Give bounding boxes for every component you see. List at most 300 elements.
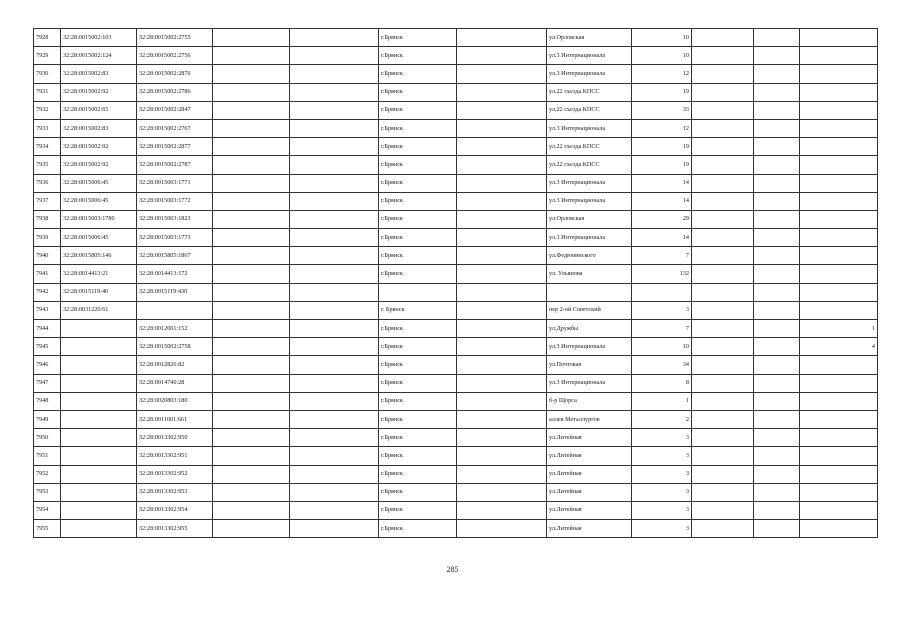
table-cell bbox=[290, 483, 379, 501]
city-cell: г.Брянск bbox=[379, 119, 457, 137]
cadastral-number-1: 32:28:0015002:92 bbox=[61, 156, 137, 174]
city-cell: г.Брянск bbox=[379, 520, 457, 538]
table-cell bbox=[290, 465, 379, 483]
table-cell bbox=[213, 47, 290, 65]
street-cell: ул.Орловская bbox=[547, 29, 632, 47]
table-cell bbox=[290, 429, 379, 447]
table-row bbox=[34, 65, 878, 83]
table-cell bbox=[213, 247, 290, 265]
cadastral-number-2: 32:28:0015002:2755 bbox=[137, 29, 213, 47]
extra-cell bbox=[800, 356, 878, 374]
row-number: 7933 bbox=[34, 119, 61, 137]
table-row bbox=[34, 356, 878, 374]
street-cell: ул. Ульянова bbox=[547, 265, 632, 283]
table-row bbox=[34, 265, 878, 283]
table-cell bbox=[754, 47, 800, 65]
cadastral-number-1 bbox=[61, 338, 137, 356]
table-cell bbox=[290, 410, 379, 428]
city-cell: г.Брянск bbox=[379, 356, 457, 374]
table-cell bbox=[213, 320, 290, 338]
house-number-cell: 19 bbox=[632, 83, 692, 101]
table-cell bbox=[692, 283, 754, 301]
city-cell: г.Брянск bbox=[379, 374, 457, 392]
page-number: 285 bbox=[446, 565, 459, 574]
table-cell bbox=[290, 210, 379, 228]
table-cell bbox=[457, 192, 547, 210]
street-cell bbox=[547, 283, 632, 301]
table-cell bbox=[457, 429, 547, 447]
table-cell bbox=[754, 156, 800, 174]
row-number: 7942 bbox=[34, 283, 61, 301]
table-cell bbox=[754, 101, 800, 119]
cadastral-number-2: 32:28:0015002:2787 bbox=[137, 156, 213, 174]
row-number: 7948 bbox=[34, 392, 61, 410]
house-number-cell: 33 bbox=[632, 101, 692, 119]
city-cell: г.Брянск bbox=[379, 483, 457, 501]
table-cell bbox=[213, 520, 290, 538]
house-number-cell: 10 bbox=[632, 29, 692, 47]
table-cell bbox=[754, 229, 800, 247]
extra-cell bbox=[800, 210, 878, 228]
row-number: 7929 bbox=[34, 47, 61, 65]
table-cell bbox=[290, 374, 379, 392]
street-cell: аллея Металлургов bbox=[547, 410, 632, 428]
table-cell bbox=[754, 65, 800, 83]
table-cell bbox=[213, 83, 290, 101]
table-row bbox=[34, 247, 878, 265]
table-row bbox=[34, 174, 878, 192]
table-cell bbox=[457, 301, 547, 319]
row-number: 7949 bbox=[34, 410, 61, 428]
table-cell bbox=[213, 429, 290, 447]
table-cell bbox=[754, 483, 800, 501]
table-cell bbox=[692, 192, 754, 210]
house-number-cell: 14 bbox=[632, 229, 692, 247]
table-cell bbox=[692, 138, 754, 156]
cadastral-number-1: 32:28:0015006:45 bbox=[61, 192, 137, 210]
table-row bbox=[34, 138, 878, 156]
row-number: 7936 bbox=[34, 174, 61, 192]
table-cell bbox=[290, 192, 379, 210]
street-cell: ул.3 Интернационала bbox=[547, 374, 632, 392]
table-cell bbox=[290, 229, 379, 247]
extra-cell bbox=[800, 374, 878, 392]
table-cell bbox=[692, 210, 754, 228]
table-cell bbox=[213, 301, 290, 319]
table-cell bbox=[290, 301, 379, 319]
cadastral-number-2: 32:28:0012826:82 bbox=[137, 356, 213, 374]
street-cell: ул.Литейная bbox=[547, 483, 632, 501]
city-cell: г.Брянск bbox=[379, 247, 457, 265]
extra-cell bbox=[800, 520, 878, 538]
house-number-cell: 1 bbox=[632, 392, 692, 410]
street-cell: ул.3 Интернационала bbox=[547, 229, 632, 247]
table-cell bbox=[754, 192, 800, 210]
city-cell: г.Брянск bbox=[379, 174, 457, 192]
table-cell bbox=[457, 247, 547, 265]
cadastral-number-1: 32:28:0015119:40 bbox=[61, 283, 137, 301]
row-number: 7937 bbox=[34, 192, 61, 210]
city-cell: г.Брянск bbox=[379, 501, 457, 519]
street-cell: ул.3 Интернационала bbox=[547, 192, 632, 210]
table-cell bbox=[213, 174, 290, 192]
row-number: 7941 bbox=[34, 265, 61, 283]
table-cell bbox=[290, 119, 379, 137]
city-cell: г.Брянск bbox=[379, 192, 457, 210]
table-row bbox=[34, 301, 878, 319]
table-cell bbox=[290, 156, 379, 174]
table-row bbox=[34, 338, 878, 356]
cadastral-number-1: 32:28:0015002:83 bbox=[61, 65, 137, 83]
extra-cell bbox=[800, 265, 878, 283]
table-cell bbox=[754, 356, 800, 374]
city-cell: г. Брянск bbox=[379, 301, 457, 319]
table-cell bbox=[692, 320, 754, 338]
cadastral-number-2: 32:28:0013302:950 bbox=[137, 429, 213, 447]
cadastral-number-2: 32:28:0015002:2758 bbox=[137, 338, 213, 356]
extra-cell: 1 bbox=[800, 320, 878, 338]
cadastral-number-1: 32:28:0015003:1780 bbox=[61, 210, 137, 228]
table-cell bbox=[290, 247, 379, 265]
table-cell bbox=[213, 356, 290, 374]
table-row bbox=[34, 210, 878, 228]
extra-cell bbox=[800, 483, 878, 501]
extra-cell bbox=[800, 101, 878, 119]
extra-cell bbox=[800, 174, 878, 192]
cadastral-number-1: 32:28:0015002:103 bbox=[61, 29, 137, 47]
extra-cell bbox=[800, 83, 878, 101]
table-cell bbox=[692, 47, 754, 65]
table-cell bbox=[213, 192, 290, 210]
table-row bbox=[34, 483, 878, 501]
cadastral-number-2: 32:28:0013302:953 bbox=[137, 483, 213, 501]
street-cell: ул.Литейная bbox=[547, 465, 632, 483]
cadastral-number-2: 32:28:0015002:2877 bbox=[137, 138, 213, 156]
house-number-cell: 19 bbox=[632, 156, 692, 174]
table-row bbox=[34, 320, 878, 338]
house-number-cell: 14 bbox=[632, 174, 692, 192]
row-number: 7955 bbox=[34, 520, 61, 538]
table-row bbox=[34, 465, 878, 483]
table-cell bbox=[213, 465, 290, 483]
house-number-cell: 12 bbox=[632, 119, 692, 137]
table-cell bbox=[457, 119, 547, 137]
row-number: 7951 bbox=[34, 447, 61, 465]
cadastral-number-2: 32:28:0015002:2847 bbox=[137, 101, 213, 119]
house-number-cell: 10 bbox=[632, 47, 692, 65]
city-cell: г.Брянск bbox=[379, 320, 457, 338]
cadastral-number-1 bbox=[61, 520, 137, 538]
table-cell bbox=[290, 29, 379, 47]
table-cell bbox=[213, 392, 290, 410]
city-cell: г.Брянск bbox=[379, 210, 457, 228]
city-cell: г.Брянск bbox=[379, 265, 457, 283]
table-cell bbox=[692, 356, 754, 374]
cadastral-number-1 bbox=[61, 374, 137, 392]
table-cell bbox=[457, 501, 547, 519]
table-cell bbox=[457, 229, 547, 247]
house-number-cell: 3 bbox=[632, 301, 692, 319]
cadastral-number-2: 32:28:0015002:2767 bbox=[137, 119, 213, 137]
table-cell bbox=[290, 356, 379, 374]
table-row bbox=[34, 410, 878, 428]
table-cell bbox=[754, 447, 800, 465]
table-cell bbox=[457, 156, 547, 174]
table-cell bbox=[754, 520, 800, 538]
cadastral-number-1 bbox=[61, 483, 137, 501]
table-cell bbox=[692, 301, 754, 319]
table-cell bbox=[692, 65, 754, 83]
city-cell bbox=[379, 283, 457, 301]
cadastral-number-2: 32:28:0015119:430 bbox=[137, 283, 213, 301]
table-cell bbox=[692, 101, 754, 119]
street-cell: ул.Литейная bbox=[547, 429, 632, 447]
table-cell bbox=[213, 65, 290, 83]
table-cell bbox=[290, 320, 379, 338]
table-cell bbox=[754, 392, 800, 410]
table-row bbox=[34, 392, 878, 410]
extra-cell bbox=[800, 501, 878, 519]
street-cell: ул.Дружбы bbox=[547, 320, 632, 338]
cadastral-number-2: 32:28:0015002:2876 bbox=[137, 65, 213, 83]
street-cell: ул.3 Интернационала bbox=[547, 119, 632, 137]
table-body bbox=[34, 29, 878, 538]
house-number-cell: 8 bbox=[632, 374, 692, 392]
street-cell: ул.Литейная bbox=[547, 501, 632, 519]
table-cell bbox=[754, 301, 800, 319]
row-number: 7934 bbox=[34, 138, 61, 156]
row-number: 7935 bbox=[34, 156, 61, 174]
street-cell: пер 2-ой Советский bbox=[547, 301, 632, 319]
table-cell bbox=[457, 101, 547, 119]
city-cell: г.Брянск bbox=[379, 429, 457, 447]
table-row bbox=[34, 501, 878, 519]
table-cell bbox=[692, 229, 754, 247]
table-cell bbox=[754, 465, 800, 483]
table-row bbox=[34, 229, 878, 247]
table-cell bbox=[290, 447, 379, 465]
extra-cell bbox=[800, 29, 878, 47]
table-cell bbox=[213, 29, 290, 47]
table-cell bbox=[457, 356, 547, 374]
city-cell: г.Брянск bbox=[379, 101, 457, 119]
extra-cell bbox=[800, 138, 878, 156]
cadastral-number-1 bbox=[61, 429, 137, 447]
row-number: 7938 bbox=[34, 210, 61, 228]
row-number: 7947 bbox=[34, 374, 61, 392]
table-cell bbox=[290, 65, 379, 83]
city-cell: г.Брянск bbox=[379, 392, 457, 410]
row-number: 7931 bbox=[34, 83, 61, 101]
house-number-cell: 19 bbox=[632, 138, 692, 156]
cadastral-number-1: 32:28:0015002:65 bbox=[61, 101, 137, 119]
table-cell bbox=[457, 483, 547, 501]
row-number: 7943 bbox=[34, 301, 61, 319]
cadastral-number-1: 32:28:0015006:45 bbox=[61, 229, 137, 247]
cadastral-number-1 bbox=[61, 320, 137, 338]
cadastral-number-2: 32:28:0013302:952 bbox=[137, 465, 213, 483]
street-cell: ул.Орловская bbox=[547, 210, 632, 228]
city-cell: г.Брянск bbox=[379, 47, 457, 65]
row-number: 7953 bbox=[34, 483, 61, 501]
table-cell bbox=[457, 520, 547, 538]
table-cell bbox=[754, 247, 800, 265]
table-row bbox=[34, 429, 878, 447]
table-cell bbox=[754, 501, 800, 519]
table-cell bbox=[457, 374, 547, 392]
cadastral-number-1: 32:28:0031220:61 bbox=[61, 301, 137, 319]
cadastral-number-1: 32:28:0015006:45 bbox=[61, 174, 137, 192]
table-cell bbox=[692, 447, 754, 465]
table-cell bbox=[692, 465, 754, 483]
table-cell bbox=[457, 392, 547, 410]
cadastral-number-2 bbox=[137, 301, 213, 319]
city-cell: г.Брянск bbox=[379, 338, 457, 356]
street-cell: ул.22 съезда КПСС bbox=[547, 101, 632, 119]
table-cell bbox=[692, 119, 754, 137]
table-row bbox=[34, 83, 878, 101]
table-cell bbox=[213, 229, 290, 247]
table-cell bbox=[290, 265, 379, 283]
table-cell bbox=[213, 374, 290, 392]
row-number: 7950 bbox=[34, 429, 61, 447]
table-cell bbox=[457, 174, 547, 192]
extra-cell bbox=[800, 119, 878, 137]
table-cell bbox=[754, 429, 800, 447]
cadastral-number-2: 32:28:0015003:1773 bbox=[137, 229, 213, 247]
table-row bbox=[34, 283, 878, 301]
cadastral-number-2: 32:28:0014740:28 bbox=[137, 374, 213, 392]
street-cell: ул.Литейная bbox=[547, 447, 632, 465]
cadastral-number-2: 32:28:0015003:1772 bbox=[137, 192, 213, 210]
street-cell: ул.Почтовая bbox=[547, 356, 632, 374]
cadastral-number-2: 32:28:0014413:172 bbox=[137, 265, 213, 283]
house-number-cell: 10 bbox=[632, 338, 692, 356]
house-number-cell bbox=[632, 283, 692, 301]
table-cell bbox=[290, 283, 379, 301]
table-row bbox=[34, 119, 878, 137]
table-cell bbox=[213, 156, 290, 174]
table-cell bbox=[290, 501, 379, 519]
table-cell bbox=[692, 29, 754, 47]
table-cell bbox=[213, 119, 290, 137]
cadastral-number-1: 32:28:0015805:146 bbox=[61, 247, 137, 265]
house-number-cell: 3 bbox=[632, 465, 692, 483]
table-row bbox=[34, 29, 878, 47]
house-number-cell: 12 bbox=[632, 65, 692, 83]
house-number-cell: 3 bbox=[632, 447, 692, 465]
row-number: 7930 bbox=[34, 65, 61, 83]
table-cell bbox=[213, 501, 290, 519]
table-row bbox=[34, 374, 878, 392]
table-row bbox=[34, 156, 878, 174]
extra-cell bbox=[800, 283, 878, 301]
house-number-cell: 7 bbox=[632, 320, 692, 338]
table-row bbox=[34, 447, 878, 465]
extra-cell bbox=[800, 65, 878, 83]
table-cell bbox=[457, 138, 547, 156]
city-cell: г.Брянск bbox=[379, 83, 457, 101]
city-cell: г.Брянск bbox=[379, 447, 457, 465]
table-cell bbox=[290, 47, 379, 65]
table-cell bbox=[754, 265, 800, 283]
table-cell bbox=[754, 338, 800, 356]
table-cell bbox=[754, 138, 800, 156]
extra-cell bbox=[800, 229, 878, 247]
house-number-cell: 3 bbox=[632, 501, 692, 519]
street-cell: ул.3 Интернационала bbox=[547, 174, 632, 192]
cadastral-number-1 bbox=[61, 447, 137, 465]
row-number: 7954 bbox=[34, 501, 61, 519]
extra-cell bbox=[800, 392, 878, 410]
cadastral-number-2: 32:28:0015002:2756 bbox=[137, 47, 213, 65]
cadastral-number-1 bbox=[61, 501, 137, 519]
cadastral-number-2: 32:28:0015003:1771 bbox=[137, 174, 213, 192]
table-cell bbox=[290, 392, 379, 410]
table-cell bbox=[457, 320, 547, 338]
row-number: 7945 bbox=[34, 338, 61, 356]
table-row bbox=[34, 47, 878, 65]
table-cell bbox=[754, 29, 800, 47]
table-cell bbox=[692, 410, 754, 428]
cadastral-number-1: 32:28:0015002:92 bbox=[61, 83, 137, 101]
table-cell bbox=[213, 447, 290, 465]
city-cell: г.Брянск bbox=[379, 138, 457, 156]
table-cell bbox=[457, 29, 547, 47]
cadastral-number-2: 32:28:0012001:152 bbox=[137, 320, 213, 338]
street-cell: ул.22 съезда КПСС bbox=[547, 138, 632, 156]
street-cell: ул.Литейная bbox=[547, 520, 632, 538]
extra-cell bbox=[800, 247, 878, 265]
cadastral-number-2: 32:28:0015003:1823 bbox=[137, 210, 213, 228]
house-number-cell: 29 bbox=[632, 210, 692, 228]
table-row bbox=[34, 192, 878, 210]
table-cell bbox=[213, 101, 290, 119]
table-cell bbox=[754, 174, 800, 192]
table-cell bbox=[213, 410, 290, 428]
extra-cell bbox=[800, 47, 878, 65]
table-row bbox=[34, 520, 878, 538]
table-cell bbox=[213, 338, 290, 356]
table-cell bbox=[457, 210, 547, 228]
cadastral-number-2: 32:28:0013302:951 bbox=[137, 447, 213, 465]
cadastral-number-2: 32:28:0011001:661 bbox=[137, 410, 213, 428]
table-cell bbox=[213, 265, 290, 283]
table-cell bbox=[290, 101, 379, 119]
table-cell bbox=[290, 338, 379, 356]
row-number: 7944 bbox=[34, 320, 61, 338]
street-cell: ул.22 съезда КПСС bbox=[547, 83, 632, 101]
table-cell bbox=[457, 265, 547, 283]
extra-cell bbox=[800, 156, 878, 174]
table-cell bbox=[692, 247, 754, 265]
street-cell: ул.3 Интернационала bbox=[547, 65, 632, 83]
extra-cell bbox=[800, 301, 878, 319]
row-number: 7946 bbox=[34, 356, 61, 374]
table-cell bbox=[457, 65, 547, 83]
city-cell: г.Брянск bbox=[379, 410, 457, 428]
extra-cell bbox=[800, 192, 878, 210]
table-cell bbox=[457, 338, 547, 356]
table-cell bbox=[290, 174, 379, 192]
cadastral-number-2: 32:28:0013302:955 bbox=[137, 520, 213, 538]
table-cell bbox=[457, 283, 547, 301]
house-number-cell: 7 bbox=[632, 247, 692, 265]
extra-cell bbox=[800, 447, 878, 465]
row-number: 7932 bbox=[34, 101, 61, 119]
table-cell bbox=[692, 338, 754, 356]
extra-cell: 4 bbox=[800, 338, 878, 356]
